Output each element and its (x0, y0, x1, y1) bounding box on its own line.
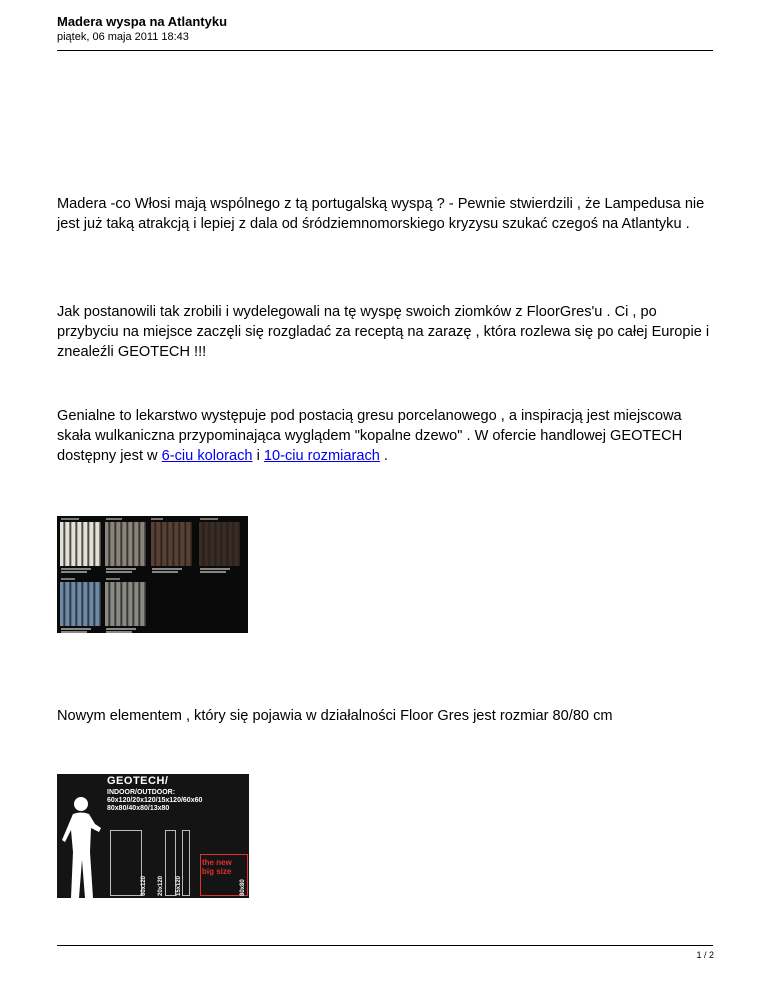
tile-swatch (60, 582, 101, 626)
publish-date: piątek, 06 maja 2011 18:43 (57, 31, 189, 43)
geotech-title: GEOTECH/ (107, 775, 169, 787)
new-size-label (202, 858, 232, 876)
document-header (57, 14, 227, 44)
size-60x120-outline (110, 830, 142, 896)
label-20x120: 20x120 (158, 875, 164, 896)
tile-swatch (199, 522, 240, 566)
tile-swatch (60, 522, 101, 566)
link-sizes[interactable]: 10-ciu rozmiarach (263, 448, 380, 464)
tile-swatch (105, 522, 146, 566)
size-20x120-outline (165, 830, 176, 896)
geotech-sizes-image (57, 774, 249, 898)
sizes-line-2: 80x80/40x80/13x80 (107, 805, 170, 812)
tile-colors-image (57, 516, 248, 633)
paragraph-3 (57, 406, 717, 466)
header-divider (57, 50, 713, 51)
size-15x120-outline (182, 830, 190, 896)
paragraph-1: Madera -co Włosi mają wspólnego z tą portugalską wyspą ? - Pewnie stwierdzili , że Lampedusa nie jest już taką atrakcją i lepiej z dala od śródziemnomorskiego kryzysu szukać czegoś na Atlantyku . (57, 196, 705, 232)
geotech-sizes (107, 797, 247, 813)
person-silhouette-icon (57, 794, 107, 898)
link-colors[interactable]: 6-ciu kolorach (161, 448, 253, 464)
geotech-subtitle: INDOOR/OUTDOOR: (107, 789, 176, 796)
new-size-line-1: the new (202, 858, 232, 867)
paragraph-3-joiner: i (252, 448, 264, 464)
paragraph-2: Jak postanowili tak zrobili i wydelegowali na tę wyspę swoich ziomków z FloorGres'u . Ci , po przybyciu na miejsce zaczęli się rozgladać za receptą na zarazę , która rozlewa się po całej Europie i znealeźli GEOTECH !!! (57, 304, 710, 360)
page-title: Madera wyspa na Atlantyku (57, 14, 228, 29)
footer-divider (57, 945, 713, 946)
label-60x120: 60x120 (141, 875, 147, 896)
label-80x80: 80x80 (240, 879, 246, 896)
label-15x120: 15x120 (176, 875, 182, 896)
sizes-line-1: 60x120/20x120/15x120/60x60 (107, 797, 203, 804)
tile-swatch (151, 522, 192, 566)
paragraph-3-text: Genialne to lekarstwo występuje pod postacią gresu porcelanowego , a inspiracją jest miejscowa skała wulkaniczna przypominająca wyglądem "kopalne dzewo" . W ofercie handlowej GEOTECH dostępny jest w (57, 408, 683, 464)
tile-swatch (105, 582, 146, 626)
paragraph-4: Nowym elementem , który się pojawia w działalności Floor Gres jest rozmiar 80/80 cm (57, 708, 613, 724)
page-number: 1 / 2 (696, 950, 714, 960)
paragraph-3-end: . (379, 448, 388, 464)
new-size-line-2: big size (202, 867, 232, 876)
